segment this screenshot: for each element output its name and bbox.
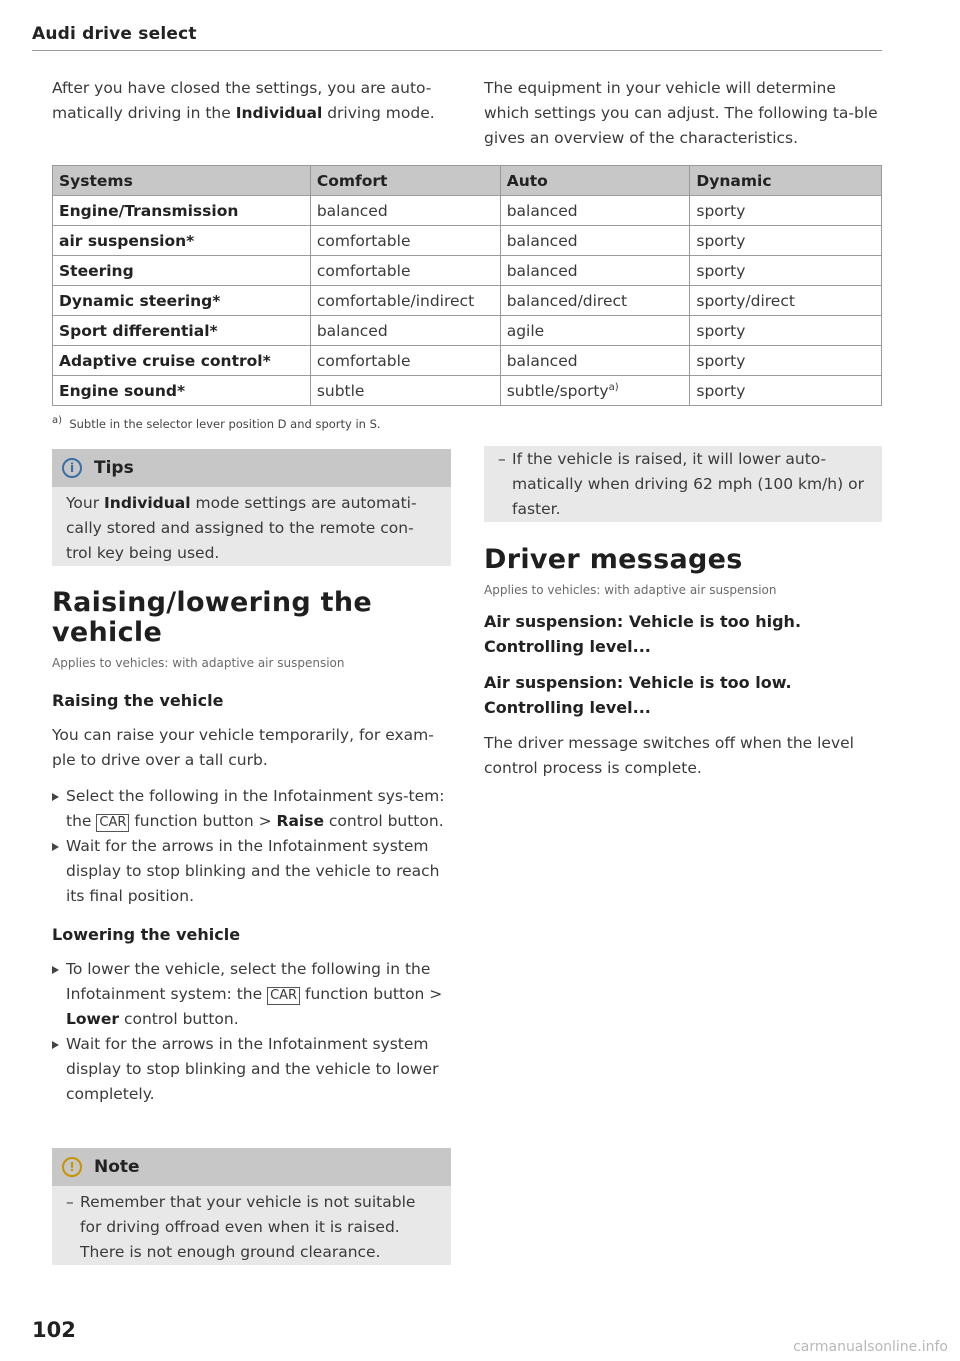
table-cell: balanced/direct xyxy=(500,286,690,316)
intro-left-text: After you have closed the settings, you are auto-matically driving in the xyxy=(52,79,432,122)
step-text: Wait for the arrows in the Infotainment system display to stop blinking and the vehicle to lower completely. xyxy=(66,1035,439,1103)
section-title-line2: vehicle xyxy=(52,617,163,648)
intro-left-bold: Individual xyxy=(235,104,323,122)
table-cell: agile xyxy=(500,316,690,346)
step-text: Wait for the arrows in the Infotainment system display to stop blinking and the vehicle to reach its final position. xyxy=(66,837,440,905)
bullet-arrow-icon xyxy=(52,843,59,851)
intro-left-text-end: driving mode. xyxy=(322,104,435,122)
table-header-cell: Auto xyxy=(500,166,690,196)
table-cell: comfortable xyxy=(310,346,500,376)
car-key-label: CAR xyxy=(96,814,129,832)
dash-marker: – xyxy=(66,1193,74,1211)
table-row xyxy=(53,226,882,256)
applies-note: Applies to vehicles: with adaptive air suspension xyxy=(52,656,345,670)
table-row xyxy=(53,376,882,406)
raise-label: Raise xyxy=(276,812,324,830)
applies-note: Applies to vehicles: with adaptive air suspension xyxy=(484,583,777,597)
intro-right-paragraph: The equipment in your vehicle will determine which settings you can adjust. The following ta-ble gives an overview of the characteristics. xyxy=(484,79,878,147)
table-cell-system: Dynamic steering* xyxy=(53,286,311,316)
step-text: function button > xyxy=(300,985,443,1003)
note-text: Remember that your vehicle is not suitable for driving offroad even when it is raised. There is not enough ground clearance. xyxy=(80,1193,416,1261)
table-header-cell: Comfort xyxy=(310,166,500,196)
note-heading: Note xyxy=(94,1157,140,1177)
table-cell xyxy=(500,376,690,406)
lower-step-1 xyxy=(52,957,452,1032)
step-text: control button. xyxy=(323,812,444,830)
table-cell-system: air suspension* xyxy=(53,226,311,256)
table-header-row xyxy=(53,166,882,196)
tips-text-end: mode settings are automati-cally stored and assigned to the remote con-trol key being used. xyxy=(66,494,417,562)
section-title-line1: Raising/lowering the xyxy=(52,587,373,618)
table-cell: comfortable/indirect xyxy=(310,286,500,316)
tips-bold: Individual xyxy=(104,494,191,512)
table-cell-system: Adaptive cruise control* xyxy=(53,346,311,376)
drive-modes-table xyxy=(52,165,882,406)
table-cell: balanced xyxy=(500,256,690,286)
table-cell-system: Steering xyxy=(53,256,311,286)
raising-heading: Raising the vehicle xyxy=(52,691,224,710)
car-key-label: CAR xyxy=(267,987,300,1005)
step-text: function button > xyxy=(129,812,277,830)
table-header-cell: Dynamic xyxy=(690,166,882,196)
tips-heading: Tips xyxy=(94,458,134,478)
bullet-arrow-icon xyxy=(52,1041,59,1049)
note-header xyxy=(52,1148,451,1186)
lower-label: Lower xyxy=(66,1010,120,1028)
driver-message-low: Air suspension: Vehicle is too low. Controlling level... xyxy=(484,673,792,717)
page-number: 102 xyxy=(32,1318,76,1342)
raise-step-2 xyxy=(52,834,452,909)
table-cell: balanced xyxy=(500,346,690,376)
tips-body xyxy=(52,487,451,574)
table-cell: sporty xyxy=(690,346,882,376)
step-text: To lower the vehicle, select the following in the Infotainment system: the xyxy=(66,960,431,1003)
table-cell-system: Sport differential* xyxy=(53,316,311,346)
tips-header xyxy=(52,449,451,487)
table-cell: sporty xyxy=(690,256,882,286)
bullet-arrow-icon xyxy=(52,793,59,801)
lower-step-2 xyxy=(52,1032,452,1107)
warning-icon: ! xyxy=(62,1157,82,1177)
table-cell: sporty xyxy=(690,376,882,406)
table-cell: balanced xyxy=(310,316,500,346)
lowering-heading: Lowering the vehicle xyxy=(52,925,241,944)
raising-lowering-section xyxy=(52,588,452,1107)
table-cell: sporty xyxy=(690,316,882,346)
header-divider xyxy=(32,50,882,51)
dash-marker: – xyxy=(498,450,506,468)
table-cell: sporty xyxy=(690,226,882,256)
driver-message-high: Air suspension: Vehicle is too high. Controlling level... xyxy=(484,612,802,656)
footnote-text: Subtle in the selector lever position D and sporty in S. xyxy=(69,417,381,431)
tips-text: Your xyxy=(66,494,105,512)
tips-box xyxy=(52,449,451,566)
table-row xyxy=(53,196,882,226)
driver-messages-title: Driver messages xyxy=(484,544,743,575)
step-text: Select the following in the Infotainment sys-tem: the xyxy=(66,787,445,830)
table-cell-system: Engine sound* xyxy=(53,376,311,406)
note-item xyxy=(66,1190,437,1265)
intro-left-paragraph xyxy=(52,76,452,126)
footnote-mark: a) xyxy=(52,415,63,427)
note-body xyxy=(52,1186,451,1273)
table-footnote xyxy=(52,417,381,431)
raised-item xyxy=(498,447,868,522)
raise-step-1 xyxy=(52,784,452,834)
table-cell: balanced xyxy=(500,196,690,226)
bullet-arrow-icon xyxy=(52,966,59,974)
table-cell: sporty xyxy=(690,196,882,226)
raised-info-box xyxy=(484,446,882,522)
info-icon: i xyxy=(62,458,82,478)
table-cell: comfortable xyxy=(310,256,500,286)
table-row xyxy=(53,286,882,316)
footnote-reference: a) xyxy=(608,381,619,393)
page-header-title: Audi drive select xyxy=(32,24,197,44)
table-header-cell: Systems xyxy=(53,166,311,196)
table-cell: sporty/direct xyxy=(690,286,882,316)
step-text: control button. xyxy=(119,1010,239,1028)
table-cell: balanced xyxy=(310,196,500,226)
driver-messages-section xyxy=(484,545,882,781)
watermark-text: carmanualsonline.info xyxy=(793,1339,948,1355)
table-cell: comfortable xyxy=(310,226,500,256)
note-box xyxy=(52,1148,451,1265)
table-row xyxy=(53,346,882,376)
table-cell: balanced xyxy=(500,226,690,256)
table-row xyxy=(53,256,882,286)
raised-text: If the vehicle is raised, it will lower auto-matically when driving 62 mph (100 km/h) or faster. xyxy=(512,450,864,518)
raising-intro: You can raise your vehicle temporarily, for exam-ple to drive over a tall curb. xyxy=(52,726,434,769)
driver-messages-body: The driver message switches off when the level control process is complete. xyxy=(484,734,854,777)
table-cell: subtle xyxy=(310,376,500,406)
table-cell-text: subtle/sporty xyxy=(506,381,609,400)
table-row xyxy=(53,316,882,346)
table-cell-system: Engine/Transmission xyxy=(53,196,311,226)
